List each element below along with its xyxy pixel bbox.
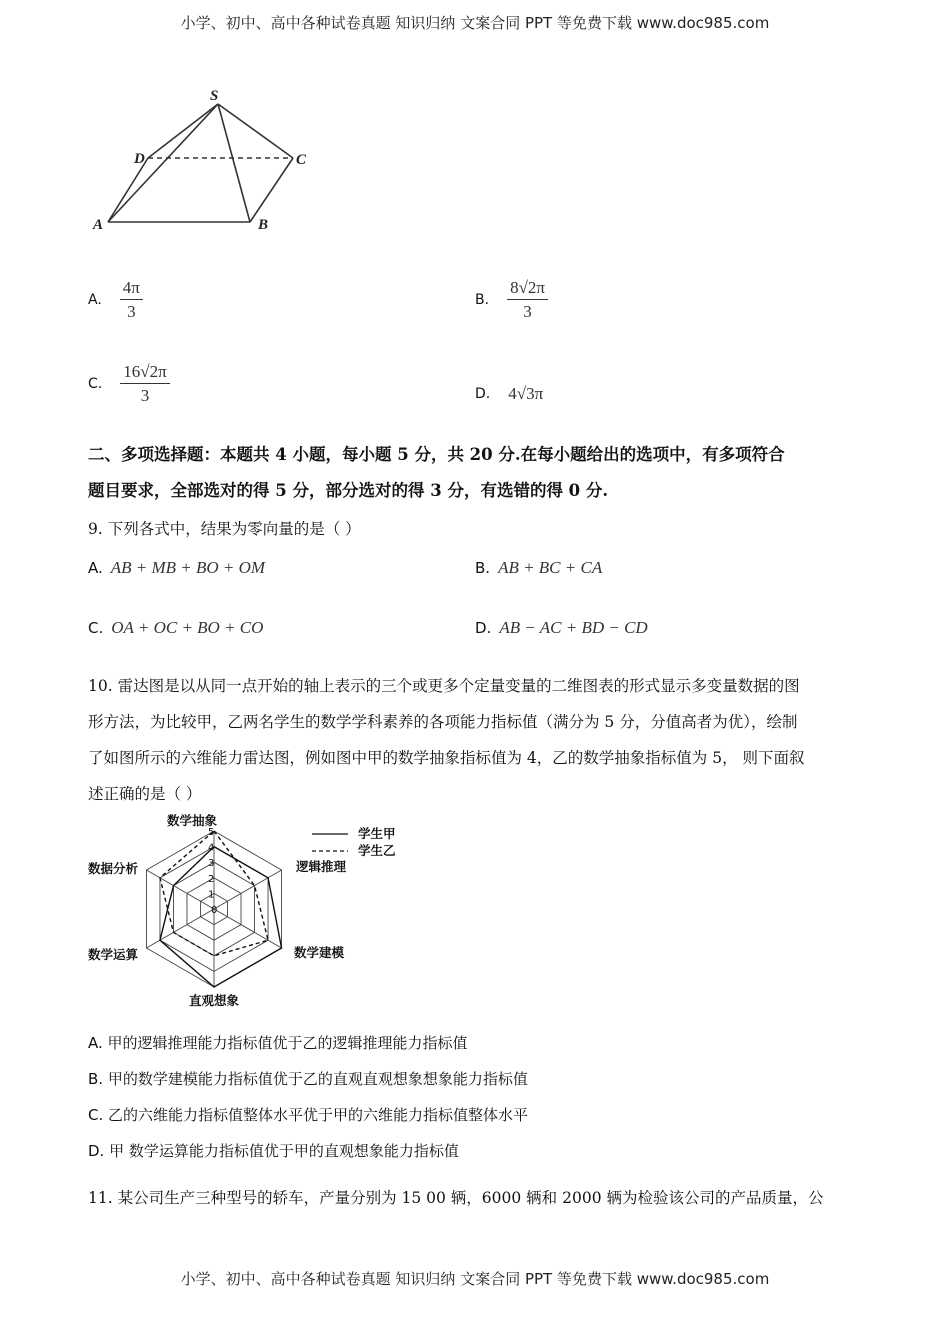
label-D: D <box>134 151 145 167</box>
page-footer: 小学、初中、高中各种试卷真题 知识归纳 文案合同 PPT 等免费下载 www.doc985.com <box>180 1270 770 1288</box>
radar-axis-label: 数学运算 <box>87 947 138 962</box>
edge-SC <box>218 104 293 158</box>
radar-axis-2 <box>214 909 282 948</box>
section2-heading: 二、多项选择题：本题共 4 小题，每小题 5 分，共 20 分.在每小题给出的选项中，有多项符合 题目要求，全部选对的得 5 分，部分选对的得 3 分，有选错的得 0 分. <box>88 445 785 500</box>
radar-axis-5 <box>146 870 214 909</box>
q9-option-d[interactable]: D. AB − AC + BD − CD <box>475 618 648 637</box>
fraction: $\frac{4\pi}{3}$ <box>120 278 143 322</box>
legend-label: 学生甲 <box>358 826 396 841</box>
radar-tick-label: 2 <box>208 873 215 885</box>
legend-label: 学生乙 <box>358 843 396 858</box>
radar-tick-label: 0 <box>211 905 218 916</box>
q9-option-a[interactable]: A. AB + MB + BO + OM <box>88 558 266 577</box>
radar-chart <box>86 814 406 1010</box>
radar-axis-label: 数学建模 <box>294 945 345 960</box>
label-A: A <box>93 217 104 233</box>
radar-tick-label: 5 <box>208 827 215 838</box>
q9-stem: 9. 下列各式中，结果为零向量的是（ ） <box>88 520 361 538</box>
q11-stem: 11. 某公司生产三种型号的轿车，产量分别为 15 00 辆，6000 辆和 2000 辆为检验该公司的产品质量，公 <box>88 1189 824 1207</box>
radar-axis-label: 逻辑推理 <box>296 859 347 874</box>
q10-option-b[interactable]: B. 甲的数学建模能力指标值优于乙的直观直观想象想象能力指标值 <box>88 1070 528 1088</box>
radar-axis-4 <box>146 909 214 948</box>
edge-BC <box>250 158 293 222</box>
edge-SB <box>218 104 250 222</box>
q8-option-b[interactable]: B. $\frac{8√2\pi}{3}$ <box>475 278 548 322</box>
radar-axis-label: 直观想象 <box>188 993 240 1008</box>
q10-option-d[interactable]: D. 甲 数学运算能力指标值优于甲的直观想象能力指标值 <box>88 1142 459 1160</box>
label-B: B <box>258 217 269 233</box>
label-C: C <box>296 152 307 168</box>
q10-stem: 10. 雷达图是以从同一点开始的轴上表示的三个或更多个定量变量的二维图表的形式显示多变量数据的图 形方法，为比较甲，乙两名学生的数学学科素养的各项能力指标值（满分为 5 分，分值高者为优），绘制 了如图所示的六维能力雷达图，例如图中甲的数学抽象指标值为 4，乙的数学抽象指标值为 5， 则下面叙 述正确的是（ ） <box>88 677 805 803</box>
q8-option-c[interactable]: C. $\frac{16√2\pi}{3}$ <box>88 362 170 406</box>
q9-option-b[interactable]: B. AB + BC + CA <box>475 558 603 577</box>
edge-SD <box>148 104 218 158</box>
pyramid-figure <box>88 84 328 244</box>
radar-tick-label: 3 <box>208 858 215 870</box>
radar-tick-label: 1 <box>208 889 215 901</box>
edge-AD <box>108 158 148 222</box>
edge-SA <box>108 104 218 222</box>
label-S: S <box>210 88 219 104</box>
q8-option-a[interactable]: A. $\frac{4\pi}{3}$ <box>88 278 143 322</box>
radar-tick-label: 4 <box>208 842 215 854</box>
q10-option-a[interactable]: A. 甲的逻辑推理能力指标值优于乙的逻辑推理能力指标值 <box>88 1034 468 1052</box>
fraction: $\frac{16√2\pi}{3}$ <box>120 362 169 406</box>
q9-option-c[interactable]: C. OA + OC + BO + CO <box>88 618 264 637</box>
q10-option-c[interactable]: C. 乙的六维能力指标值整体水平优于甲的六维能力指标值整体水平 <box>88 1106 529 1124</box>
fraction: $\frac{8√2\pi}{3}$ <box>507 278 548 322</box>
radar-axis-label: 数据分析 <box>87 861 138 876</box>
q8-option-d[interactable]: D. 4√3π <box>475 384 544 403</box>
radar-axis-label: 数学抽象 <box>166 814 218 828</box>
page-header: 小学、初中、高中各种试卷真题 知识归纳 文案合同 PPT 等免费下载 www.doc985.com <box>180 14 770 32</box>
